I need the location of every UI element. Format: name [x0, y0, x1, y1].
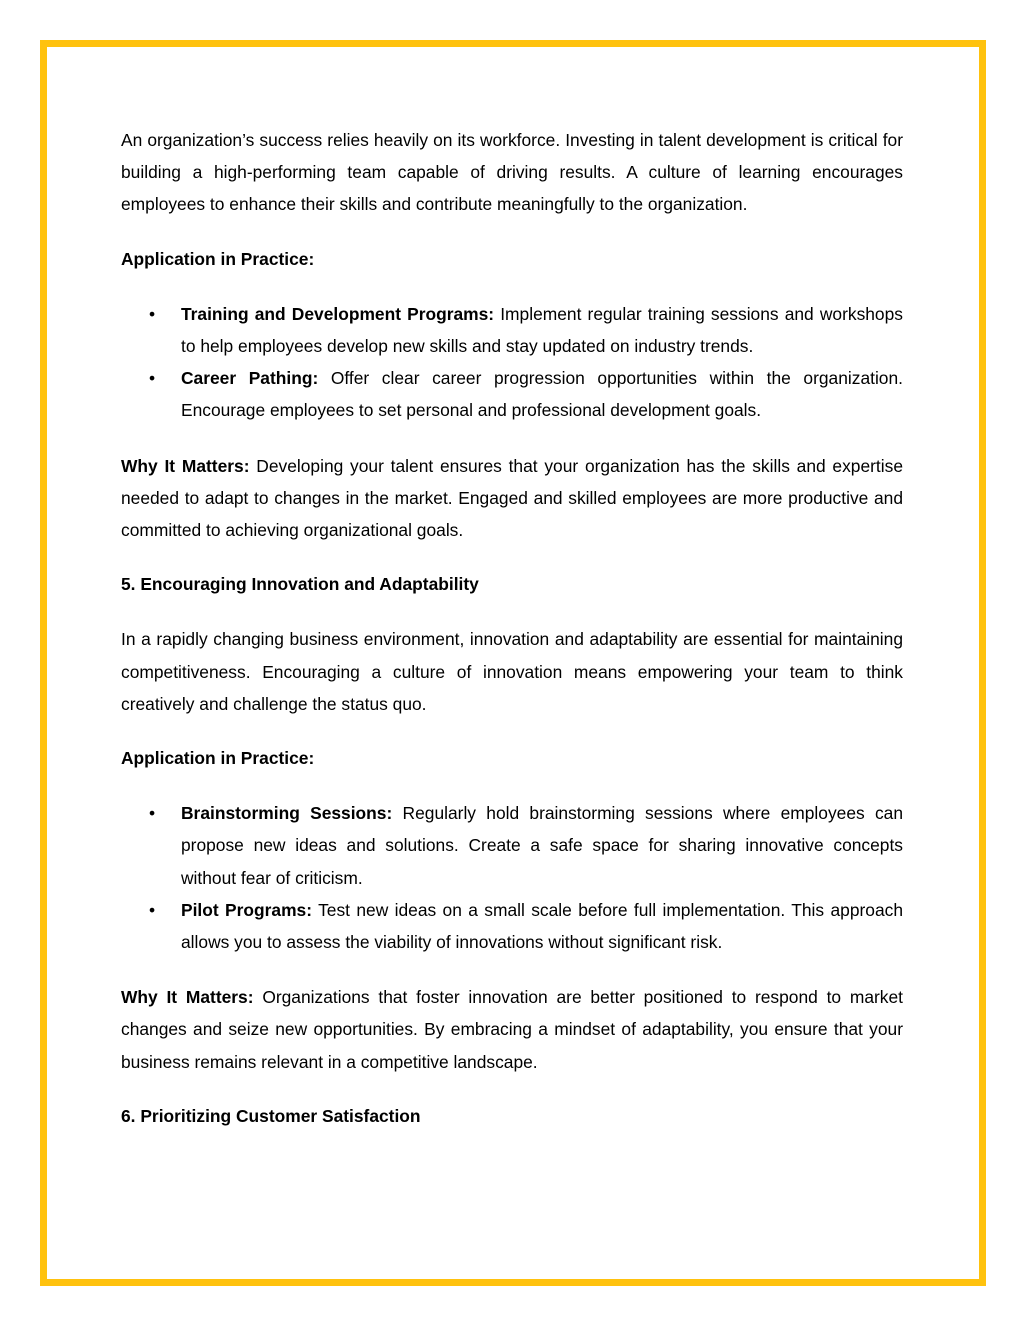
list-item-text: Implement regular training sessions and workshops to help employees develop new skills and stay updated on industry trends.: [181, 303, 903, 357]
bullet-icon: •: [149, 899, 156, 920]
list-item-lead: Career Pathing:: [181, 368, 319, 389]
bullet-list: [121, 298, 903, 427]
why-it-matters-label: Why It Matters:: [121, 987, 254, 1008]
list-item-text: Offer clear career progression opportunities within the organization. Encourage employees to set personal and professional development goals.: [181, 368, 903, 421]
list-item-lead: Pilot Programs:: [181, 899, 313, 920]
intro-paragraph: An organization’s success relies heavily on its workforce. Investing in talent development is critical for building a high-performing team capable of driving results. A culture of learning encourages employees to enhance their skills and contribute meaningfully to the organization.: [121, 130, 903, 215]
list-item: [121, 894, 903, 958]
list-item-lead: Training and Development Programs:: [181, 303, 495, 324]
list-item: [121, 362, 903, 426]
application-heading: Application in Practice:: [121, 248, 315, 269]
list-item-text: Test new ideas on a small scale before full implementation. This approach allows you to assess the viability of innovations without significant risk.: [181, 899, 903, 953]
section-intro-paragraph: In a rapidly changing business environment, innovation and adaptability are essential for maintaining competitiveness. Encouraging a culture of innovation means empowering your team to think creatively and challenge the status quo.: [121, 629, 903, 714]
document-body: [121, 124, 903, 1155]
why-it-matters-paragraph: [121, 981, 903, 1078]
bullet-icon: •: [149, 803, 156, 824]
list-item-lead: Brainstorming Sessions:: [181, 803, 393, 824]
section-heading: 6. Prioritizing Customer Satisfaction: [121, 1105, 421, 1126]
bullet-icon: •: [149, 368, 156, 389]
why-it-matters-label: Why It Matters:: [121, 455, 250, 476]
list-item: [121, 797, 903, 894]
list-item: [121, 298, 903, 362]
why-it-matters-paragraph: [121, 450, 903, 547]
why-it-matters-text: Developing your talent ensures that your organization has the skills and expertise needed to adapt to changes in the market. Engaged and skilled employees are more productive and committed to achieving organizational goals.: [121, 455, 903, 541]
section-heading: 5. Encouraging Innovation and Adaptability: [121, 574, 479, 595]
application-heading: Application in Practice:: [121, 748, 315, 769]
bullet-icon: •: [149, 303, 156, 324]
bullet-list: [121, 797, 903, 958]
why-it-matters-text: Organizations that foster innovation are better positioned to respond to market changes and seize new opportunities. By embracing a mindset of adaptability, you ensure that your business remains relevant in a competitive landscape.: [121, 987, 904, 1072]
list-item-text: Regularly hold brainstorming sessions where employees can propose new ideas and solutions. Create a safe space for sharing innovative concepts without fear of criticism.: [181, 803, 903, 888]
